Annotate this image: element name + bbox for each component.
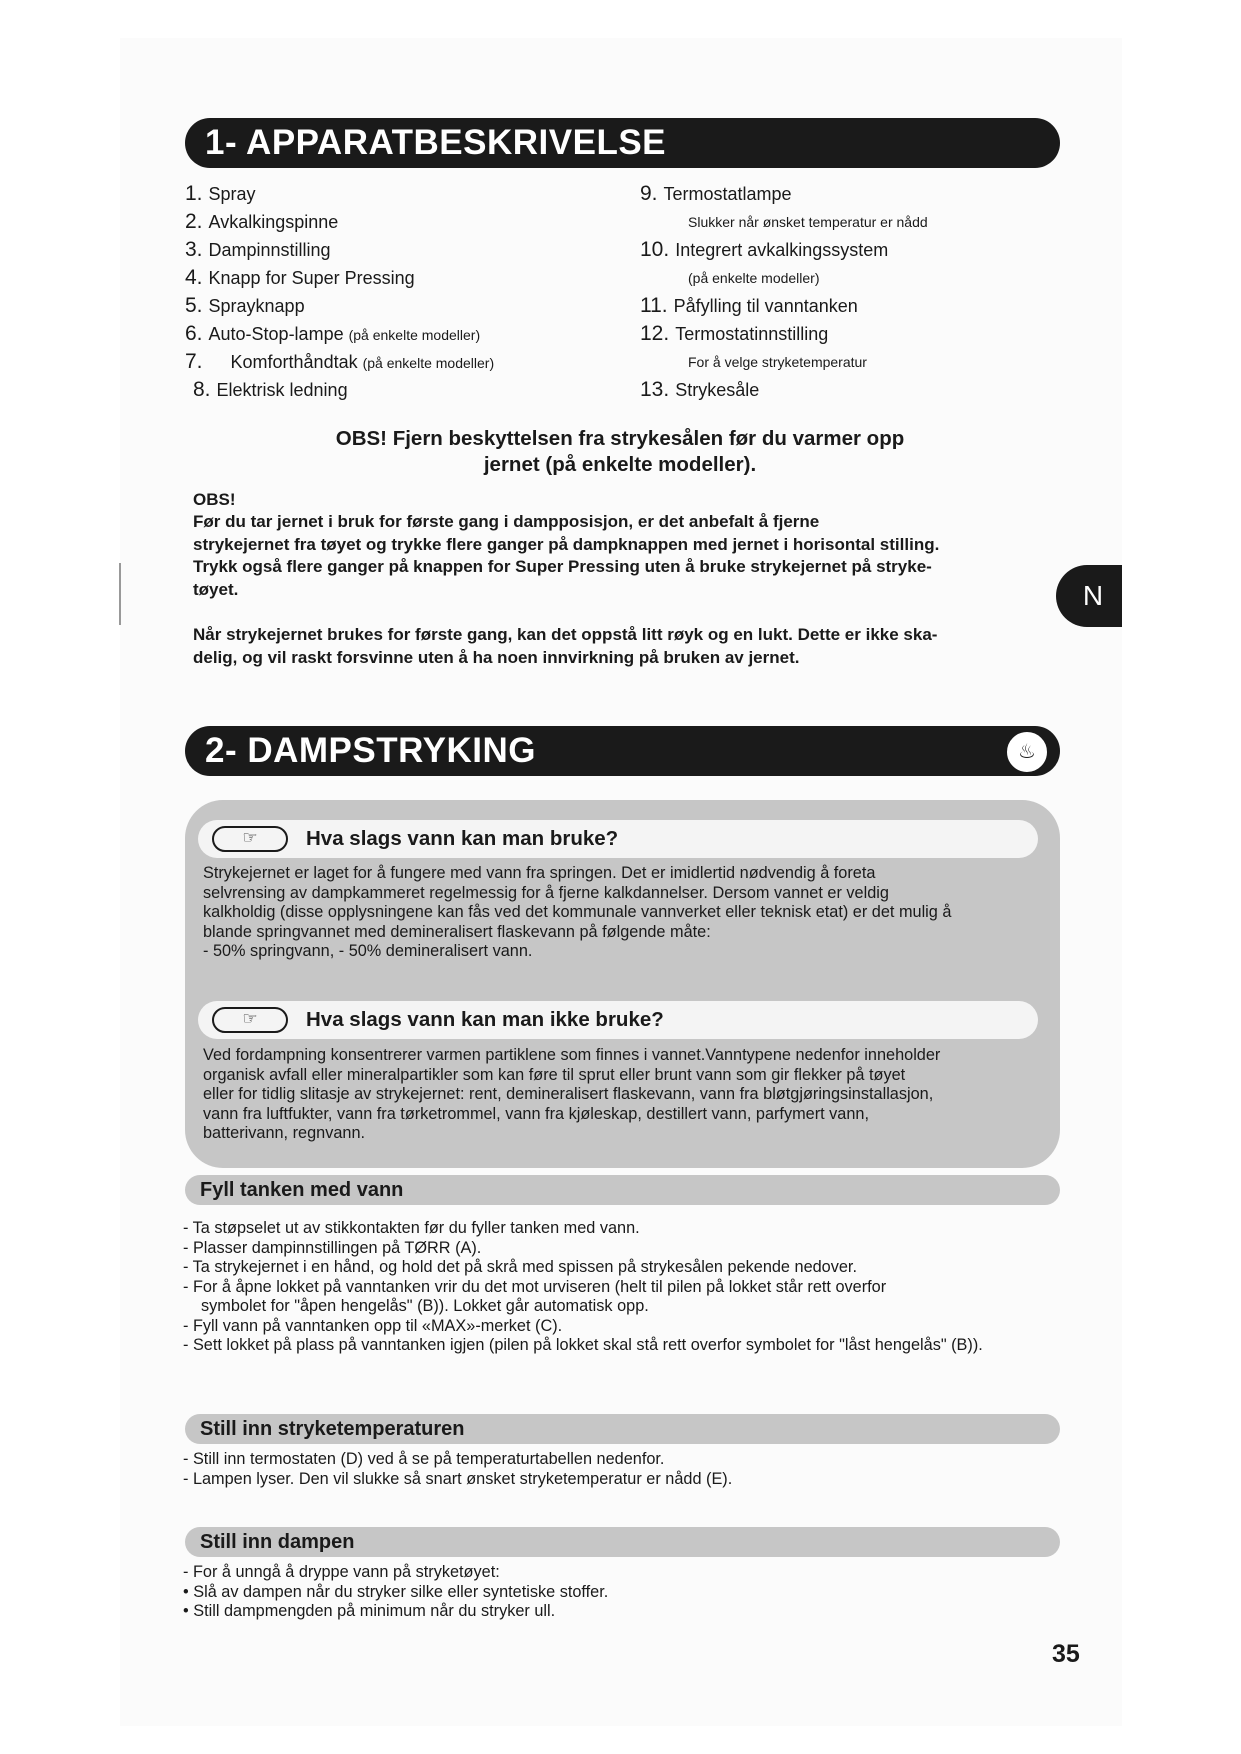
- subsection-title: Still inn stryketemperaturen: [185, 1414, 1060, 1444]
- list-item-subtext: For å velge stryketemperatur: [688, 354, 867, 370]
- fill-instructions: - Ta støpselet ut av stikkontakten før du fyller tanken med vann. - Plasser dampinnstillingen på TØRR (A). - Ta strykejernet i en hånd, og hold det på skrå med spissen på strykesålen pekende nedover. - For å åpne lokket på vanntanken vrir du det mot urviseren (helt til pilen på lokket står rett overfor symbolet for "åpen hengelås" (B)). Lokket går automatisk opp. - Fyll vann på vanntanken opp til «MAX»-merket (C). - Sett lokket på plass på vanntanken igjen (pilen på lokket skal stå rett overfor symbolet for "låst hengelås" (B)).: [183, 1219, 983, 1354]
- first-use-note: Når strykejernet brukes for første gang, kan det oppstå litt røyk og en lukt. Dette er ikke ska- delig, og vil raskt forsvinne uten å ha noen innvirkning på bruken av jernet.: [193, 625, 938, 667]
- list-item: 8. Elektrisk ledning: [193, 378, 348, 401]
- list-item: 1. Spray: [185, 182, 256, 205]
- obs-paragraph: Før du tar jernet i bruk for første gang i dampposisjon, er det anbefalt å fjerne strykejernet fra tøyet og trykke flere ganger på dampknappen med jernet i horisontal stilling. Trykk også flere ganger på knappen for Super Pressing uten å bruke strykejernet på stryke- tøyet.: [193, 512, 940, 599]
- pointing-hand-icon: ☞: [212, 826, 288, 852]
- question-header: ☞ Hva slags vann kan man ikke bruke?: [198, 1001, 1038, 1039]
- section-1-title: 1- APPARATBESKRIVELSE: [185, 118, 1060, 168]
- language-tab: N: [1056, 565, 1122, 627]
- list-item: 6. Auto-Stop-lampe (på enkelte modeller): [185, 322, 481, 345]
- subsection-title: Still inn dampen: [185, 1527, 1060, 1557]
- temperature-instructions: - Still inn termostaten (D) ved å se på temperaturtabellen nedenfor. - Lampen lyser. Den vil slukke så snart ønsket stryketemperatur er nådd (E).: [183, 1450, 733, 1488]
- list-item-subtext: Slukker når ønsket temperatur er nådd: [688, 214, 928, 230]
- list-item: 11. Påfylling til vanntanken: [640, 294, 858, 317]
- section-2-title: 2- DAMPSTRYKING: [185, 726, 1060, 776]
- obs-warning-center: OBS! Fjern beskyttelsen fra strykesålen før du varmer opp jernet (på enkelte modeller).: [335, 427, 905, 476]
- subsection-title: Fyll tanken med vann: [185, 1175, 1060, 1205]
- list-item: 5. Sprayknapp: [185, 294, 305, 317]
- answer-paragraph: Ved fordampning konsentrerer varmen partiklene som finnes i vannet.Vanntypene nedenfor inneholder organisk avfall eller mineralpartikler som kan føre til sprut eller brunt vann som gir flekker på tøyet eller for tidlig slitasje av strykejernet: rent, demineralisert flaskevann, vann fra bløtgjøringsinstallasjon, vann fra luftfukter, vann fra tørketrommel, vann fra kjøleskap, destillert vann, parfymert vann, batterivann, regnvann.: [203, 1046, 941, 1142]
- list-item: 13. Strykesåle: [640, 378, 760, 401]
- list-item: 10. Integrert avkalkingssystem: [640, 238, 889, 261]
- steam-icon: ♨: [1005, 730, 1049, 774]
- parts-list-left: [185, 180, 494, 404]
- list-item: 12. Termostatinnstilling: [640, 322, 829, 345]
- list-item: 4. Knapp for Super Pressing: [185, 266, 415, 289]
- obs-label: OBS!: [193, 490, 236, 509]
- list-item: 3. Dampinnstilling: [185, 238, 331, 261]
- list-item: 7. Komforthåndtak (på enkelte modeller): [185, 350, 495, 373]
- page-number: 35: [1052, 1640, 1080, 1668]
- pointing-hand-icon: ☞: [212, 1007, 288, 1033]
- list-item: 2. Avkalkingspinne: [185, 210, 339, 233]
- list-item: 9. Termostatlampe: [640, 182, 792, 205]
- steam-instructions: - For å unngå å dryppe vann på stryketøyet: • Slå av dampen når du stryker silke eller syntetiske stoffer. • Still dampmengden på minimum når du stryker ull.: [183, 1563, 609, 1620]
- parts-list-right: [640, 180, 928, 404]
- answer-paragraph: Strykejernet er laget for å fungere med vann fra springen. Det er imidlertid nødvendig å foreta selvrensing av dampkammeret regelmessig for å fjerne kalkdannelser. Dersom vannet er veldig kalkholdig (disse opplysningene kan fås ved det kommunale vannverket eller teknisk etat) er det mulig å blande springvannet med demineralisert flaskevann på følgende måte: - 50% springvann, - 50% demineralisert vann.: [203, 864, 952, 960]
- list-item-subtext: (på enkelte modeller): [688, 270, 820, 286]
- question-header: ☞ Hva slags vann kan man bruke?: [198, 820, 1038, 858]
- margin-divider: [119, 563, 121, 625]
